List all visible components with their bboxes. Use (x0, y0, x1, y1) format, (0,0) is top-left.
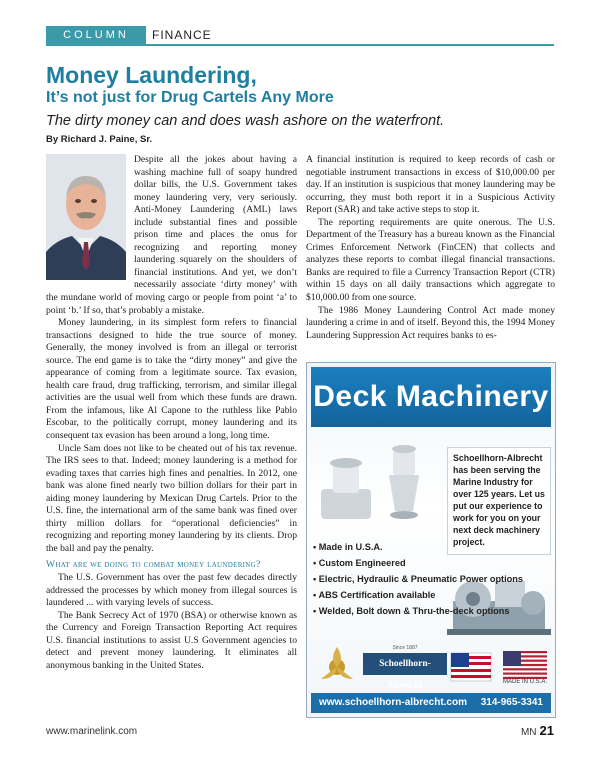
propeller-logo-icon (317, 645, 357, 689)
usa-flag-icon (503, 651, 547, 679)
section-label: FINANCE (152, 28, 212, 42)
paragraph: The 1986 Money Laundering Control Act made money laundering a crime in and of itself. Beyond this, the 1994 Money Laundering Suppression Act requires banks to es- (306, 304, 555, 341)
paragraph: The reporting requirements are quite onerous. The U.S. Department of the Treasury has a bureau known as the Financial Crimes Enforcement Network (FinCEN) that collects and analyzes these reports to combat illegal financial transactions. Banks are required to file a Currency Transaction Report (CTR) within 15 days on all daily transactions which aggregate to $10,000.00 from one source. (306, 216, 555, 304)
paragraph: Despite all the jokes about having a washing machine full of soapy hundred dollar bills, the U.S. Government takes money laundering very, very seriously. Anti-Money Laundering (AML) laws include substantial fines and possible prison time and places the onus for recognizing and reporting money laundering squarely on the shoulders of financial institutions. And yet, we don’t necessarily associate ‘dirty money’ with the mundane world of moving cargo or people from point ‘a’ to point ‘b.’ If so, that’s probably a mistake. (46, 154, 297, 316)
ad-feature: • Electric, Hydraulic & Pneumatic Power options (313, 571, 553, 587)
page-number-value: 21 (539, 723, 554, 738)
article-title: Money Laundering, (46, 62, 257, 88)
left-column (46, 154, 297, 714)
ad-feature: • ABS Certification available (313, 587, 553, 603)
section-heading: What are we doing to combat money laundering? (46, 558, 261, 570)
footer-url-link[interactable]: www.marinelink.com (46, 726, 138, 737)
right-column (306, 154, 555, 341)
capstan-image-icon (315, 437, 445, 537)
ad-headline: Deck Machinery (311, 367, 551, 427)
page-header (0, 0, 600, 44)
made-in-usa-label: MADE IN U.S.A. (502, 679, 547, 685)
header-rule (46, 44, 554, 46)
author-photo (46, 154, 126, 280)
paragraph: Uncle Sam does not like to be cheated out of his tax revenue. The IRS sees to that. Indeed; money laundering is a method for evading taxes that carries high fines and penalties. In 2012, one bank was alone fined nearly two billion dollars for their part in aiding money laundering by Mexican Drug Cartels. Prior to the U.S. fine, the international arm of the same bank was fined over thirty million dollars for “operational deficiencies” in recognizing and reporting money laundering by its clients. Drop the ball and pay the penalty. (46, 442, 297, 554)
ad-description: Schoellhorn-Albrecht has been serving the Marine Industry for over 125 years. Let us put our experience to work for you on your next deck machinery project. (447, 447, 551, 555)
author-portrait-icon (46, 154, 126, 280)
paragraph: A financial institution is required to keep records of cash or negotiable instrument transactions in excess of $10,000.00 per day. If an institution is suspicious that money laundering may be occurring, they must both report it in a Suspicious Activity Report (SAR) and take active steps to stop it. (306, 154, 555, 216)
article-deck: The dirty money can and does wash ashore on the waterfront. (46, 113, 445, 129)
ad-feature: • Custom Engineered (313, 555, 553, 571)
paragraph: The U.S. Government has over the past few decades directly addressed the processes by which money from illegal sources is laundered ... with varying levels of success. (46, 572, 297, 609)
byline: By Richard J. Paine, Sr. (46, 134, 153, 145)
article-subtitle: It’s not just for Drug Cartels Any More (46, 89, 334, 106)
ad-feature: • Welded, Bolt down & Thru-the-deck options (313, 603, 553, 619)
paragraph: The Bank Secrecy Act of 1970 (BSA) or otherwise known as the Currency and Foreign Transaction Reporting Act requires U.S. financial institutions to assist U.S Government agencies to detect and prevent money laundering. It eliminates all anonymous banking in the United States. (46, 609, 297, 671)
advertisement[interactable] (306, 362, 556, 718)
ad-contact-bar (311, 693, 551, 713)
certification-flag-icon (451, 653, 491, 681)
brand-logo: Schoellhorn-Albrecht (363, 653, 447, 675)
ad-phone: 314-965-3341 (480, 697, 543, 708)
ad-feature-list (313, 539, 553, 619)
ad-feature: • Made in U.S.A. (313, 539, 553, 555)
page-number (521, 723, 554, 738)
ad-url-link[interactable]: www.schoellhorn-albrecht.com (319, 697, 467, 708)
magazine-abbrev: MN (520, 727, 537, 738)
column-tab: COLUMN (46, 26, 146, 44)
brand-since: Since 1887 (392, 645, 418, 651)
paragraph: Money laundering, in its simplest form refers to financial transactions designed to hide the true source of money. Generally, the money involved is from an illegal or terrorist source. The end game is to take the “dirty money” and give the appearance of coming from a legitimate source. Tax evasion, health care fraud, drug trafficking, terrorism, and similar illegal activities are the usual well from which these funds are drawn. From the infamous, like Al Capone to the ruthless like Pablo Escobar, to the politically corrupt, money laundering and its consequent tax evasion has been around a long, long time. (46, 317, 297, 442)
